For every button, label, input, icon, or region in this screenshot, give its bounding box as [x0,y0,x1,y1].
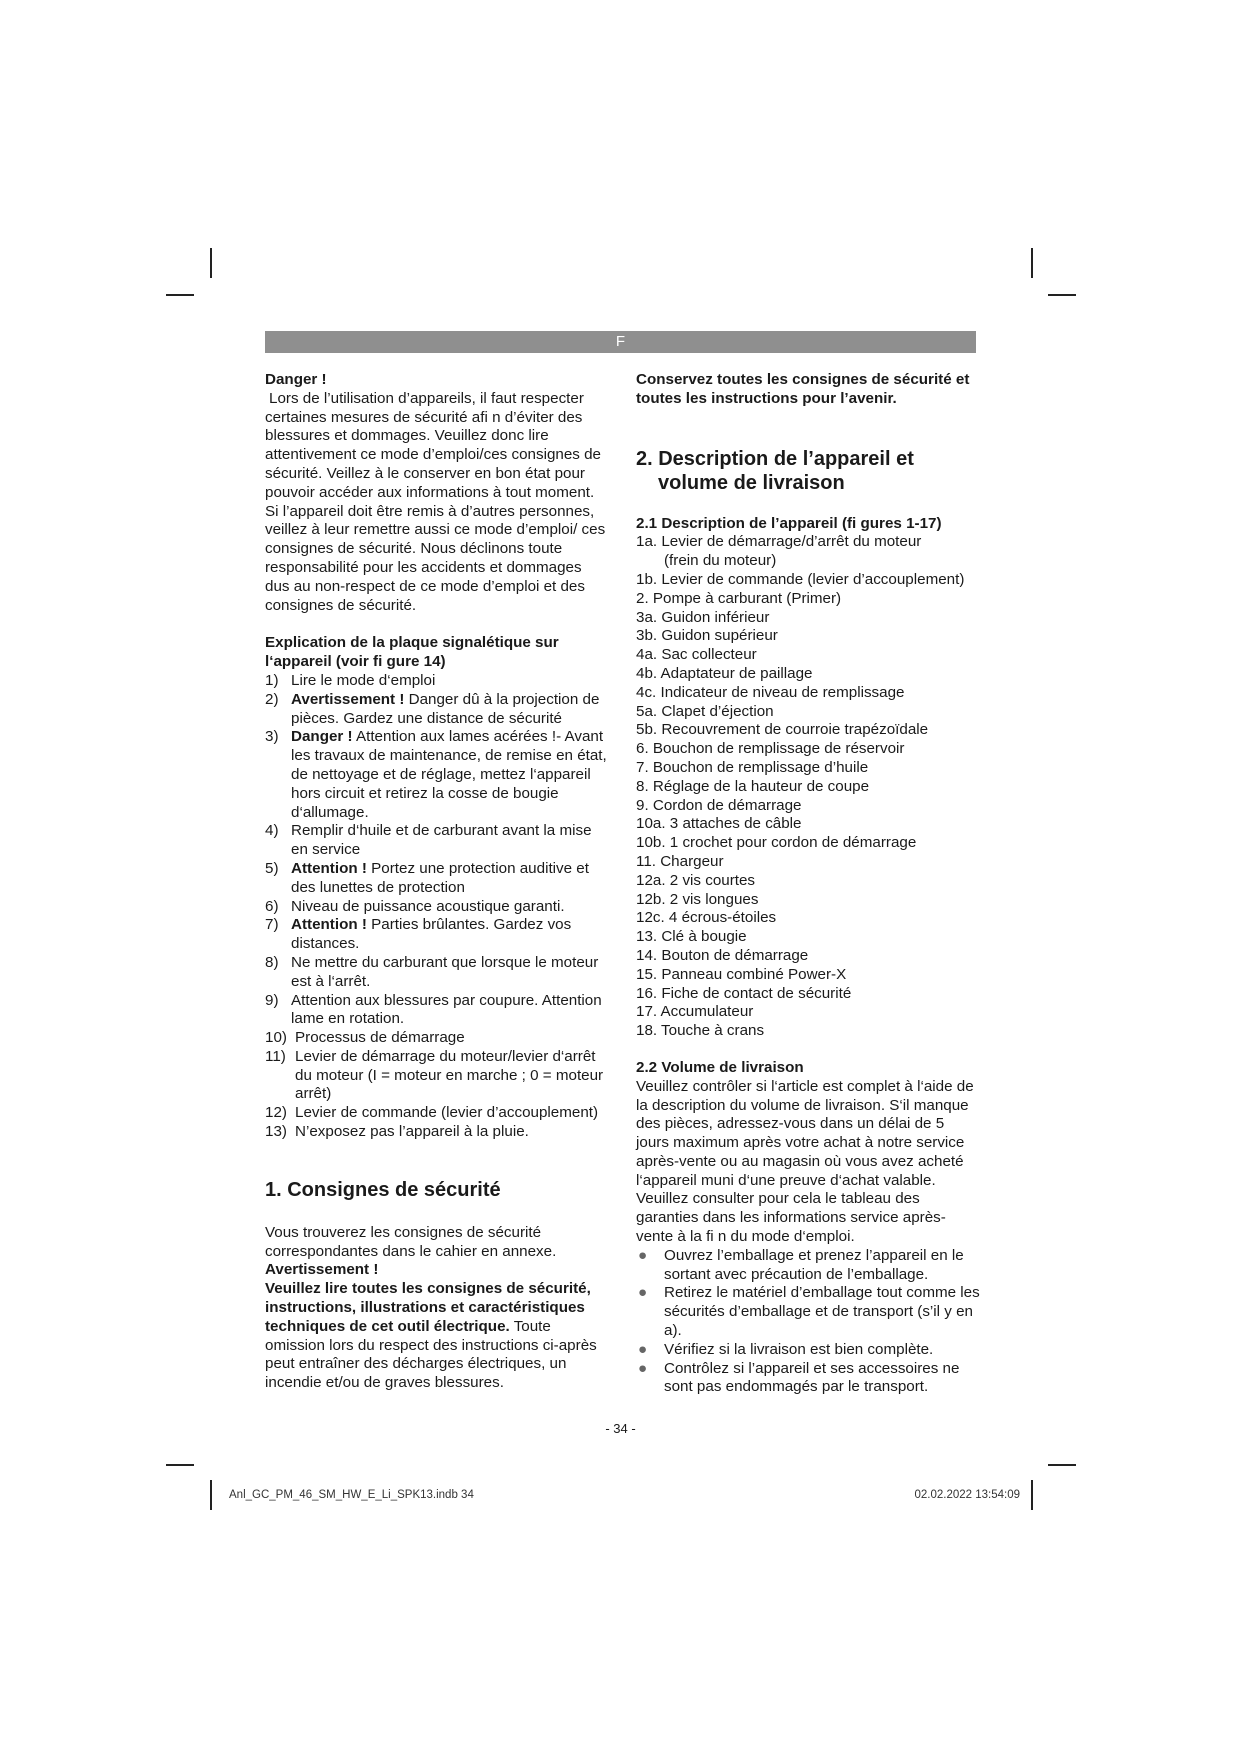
list-item: ● Vérifiez si la livraison est bien complète. [638,1340,934,1358]
list-item: 15. Panneau combiné Power-X [636,965,847,983]
section-2-1-title: 2.1 Description de l’appareil (fi gures 1-17) [636,514,942,532]
bullet-icon: ● [638,1284,648,1302]
list-item: 12a. 2 vis courtes [636,871,756,889]
list-item: 6. Bouchon de remplissage de réservoir [636,740,905,758]
list-item: ● Ouvrez l’emballage et prenez l’appareil en le sortant avec précaution de l’emballage. [638,1246,964,1283]
keep-instructions-note: Conservez toutes les consignes de sécurité et toutes les instructions pour l’avenir. [636,371,970,407]
list-item: 11. Chargeur [636,852,724,870]
warning-bold: Veuillez lire toutes les consignes de sécurité, instructions, illustrations et caractéristiques techniques de cet outil électrique. [265,1280,591,1335]
list-item: 18. Touche à crans [636,1022,765,1040]
list-item: 5a. Clapet d’éjection [636,702,774,720]
language-header-bar [265,331,976,353]
list-item: 11) Levier de démarrage du moteur/levier d‘arrêt du moteur (I = moteur en marche ; 0 = moteur arrêt) [265,1047,604,1103]
list-item: 10a. 3 attaches de câble [636,815,802,833]
list-item: 7. Bouchon de remplissage d’huile [636,758,869,776]
danger-body: Lors de l’utilisation d’appareils, il faut respecter certaines mesures de sécurité afi n d’éviter des blessures et dommages. Veuillez donc lire attentivement ce mode d’emploi/ces consignes de sécurité. Veillez à le conserver en bon état pour pouvoir accéder aux informations à tout moment. Si l’appareil doit être remis à d’autres personnes, veillez à leur remettre aussi ce mode d’emploi/ ces consignes de sécurité. Nous déclinons toute responsabilité pour les accidents et dommages dus au non-respect de ce mode d’emploi et des consignes de sécurité. [265,389,606,614]
section-1-title: 1. Consignes de sécurité [265,1178,501,1201]
warning-title: Avertissement ! [265,1261,379,1279]
list-item: 10b. 1 crochet pour cordon de démarrage [636,834,917,852]
list-item: 10) Processus de démarrage [265,1029,465,1047]
list-item: 4) Remplir d‘huile et de carburant avant la mise en service [265,822,592,859]
crop-mark [1031,248,1033,278]
list-item: 12b. 2 vis longues [636,890,759,908]
crop-mark [1048,294,1076,296]
bullet-icon: ● [638,1340,648,1358]
crop-mark [1031,1480,1033,1510]
section-2-title: 2. Description de l’appareil et volume de livraison [636,447,914,494]
left-column [265,371,610,1393]
list-item: 6) Niveau de puissance acoustique garanti. [265,897,565,915]
delivery-checklist [636,1247,981,1397]
list-item: 8) Ne mettre du carburant que lorsque le moteur est à l‘arrêt. [265,953,599,990]
right-column [636,371,981,1397]
list-item: 12) Levier de commande (levier d’accouplement) [265,1104,599,1122]
list-item: 7) Attention ! Parties brûlantes. Gardez vos distances. [265,916,572,953]
warning-paragraph [265,1280,610,1393]
list-item: 12c. 4 écrous-étoiles [636,909,777,927]
bullet-icon: ● [638,1359,648,1377]
footer-timestamp: 02.02.2022 13:54:09 [914,1489,1020,1501]
crop-mark [166,1464,194,1466]
crop-mark [166,294,194,296]
list-item: 8. Réglage de la hauteur de coupe [636,777,870,795]
footer-filename: Anl_GC_PM_46_SM_HW_E_Li_SPK13.indb 34 [229,1489,474,1501]
list-item: 3b. Guidon supérieur [636,627,778,645]
list-item: 13. Clé à bougie [636,928,747,946]
list-item: 3) Danger ! Attention aux lames acérées !- Avant les travaux de maintenance, de remise en état, de nettoyage et de réglage, mettez l‘appareil hors circuit et retirez la cosse de bougie d‘allumage. [265,728,607,821]
list-item: 9) Attention aux blessures par coupure. Attention lame en rotation. [265,991,602,1028]
section-1-intro: Vous trouverez les consignes de sécurité correspondantes dans le cahier en annexe. [265,1223,557,1260]
section-2-2-body: Veuillez contrôler si l‘article est complet à l‘aide de la description du volume de livraison. S‘il manque des pièces, adressez-vous dans un délai de 5 jours maximum après votre achat à notre service après-vente ou au magasin où vous avez acheté l‘appareil muni d‘une preuve d‘achat valable. Veuillez consulter pour cela le tableau des garanties dans les informations service après-vente à la fi n du mode d‘emploi. [636,1077,974,1246]
list-item: 1a. Levier de démarrage/d’arrêt du moteur (frein du moteur) [636,533,922,570]
list-item: 14. Bouton de démarrage [636,946,809,964]
list-item: 17. Accumulateur [636,1003,754,1021]
list-item: 5) Attention ! Portez une protection auditive et des lunettes de protection [265,859,589,896]
list-item: 1) Lire le mode d‘emploi [265,671,436,689]
list-item: 5b. Recouvrement de courroie trapézoïdale [636,721,929,739]
list-item: 2) Avertissement ! Danger dû à la projection de pièces. Gardez une distance de sécurité [265,690,600,727]
crop-mark [1048,1464,1076,1466]
crop-mark [210,248,212,278]
list-item: 13) N’exposez pas l’appareil à la pluie. [265,1123,529,1141]
list-item: ● Contrôlez si l’appareil et ses accessoires ne sont pas endommagés par le transport. [638,1359,960,1396]
language-label: F [615,333,626,350]
bullet-icon: ● [638,1246,648,1264]
parts-list [636,533,981,1041]
list-item: 16. Fiche de contact de sécurité [636,984,852,1002]
list-item: 4a. Sac collecteur [636,646,757,664]
list-item: 4c. Indicateur de niveau de remplissage [636,683,905,701]
warning-text: Toute omission lors du respect des instructions ci-après peut entraîner des décharges électriques, un incendie et/ou de graves blessures. [265,1317,597,1392]
rating-plate-list-continued [265,1029,610,1142]
list-item: 2. Pompe à carburant (Primer) [636,589,842,607]
rating-plate-list [265,672,610,1029]
list-item: 1b. Levier de commande (levier d’accouplement) [636,570,965,588]
section-2-2-title: 2.2 Volume de livraison [636,1058,804,1076]
list-item: 4b. Adaptateur de paillage [636,664,813,682]
list-item: 3a. Guidon inférieur [636,608,770,626]
crop-mark [210,1480,212,1510]
list-item: ● Retirez le matériel d’emballage tout comme les sécurités d’emballage et de transport (s’il y en a). [638,1284,980,1340]
explication-title: Explication de la plaque signalétique sur l‘appareil (voir fi gure 14) [265,634,559,671]
list-item: 9. Cordon de démarrage [636,796,802,814]
page-number: - 34 - [605,1421,636,1436]
danger-title: Danger ! [265,371,327,388]
